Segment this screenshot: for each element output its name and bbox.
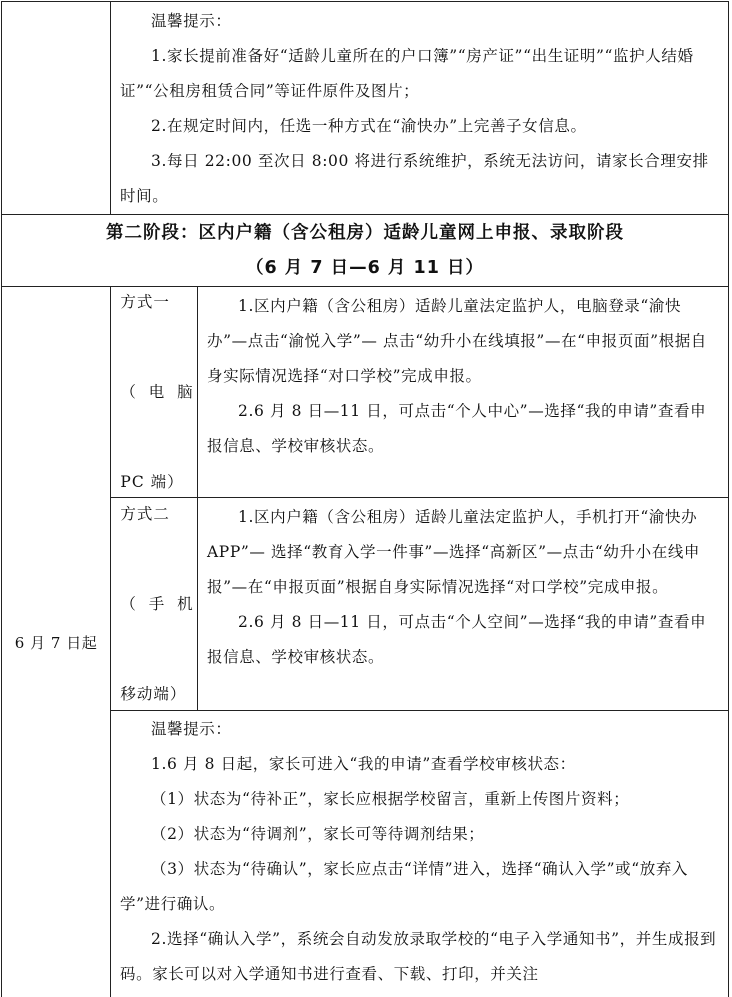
bottom-tips-cell xyxy=(120,712,720,992)
method1-step-2: 2.6 月 8 日—11 日，可点击“个人中心”—选择“我的申请”查看申报信息、学校审核状态。 xyxy=(207,402,707,455)
table-rule xyxy=(110,710,729,711)
bottom-tip-status-1: （1）状态为“待补正”，家长应根据学校留言，重新上传图片资料； xyxy=(151,790,630,808)
method1-label-line1: 方式一 xyxy=(120,293,170,311)
table-rule xyxy=(1,214,729,215)
table-rule xyxy=(110,1,111,214)
method2-label-line2: （ 手 机 xyxy=(120,595,194,613)
stage-heading xyxy=(2,216,728,286)
method1-steps-cell xyxy=(207,289,721,464)
bottom-tips-title: 温馨提示： xyxy=(151,720,232,738)
bottom-tip-2: 2.选择“确认入学”，系统会自动发放录取学校的“电子入学通知书”，并生成报到码。家长可以对入学通知书进行查看、下载、打印，并关注 xyxy=(120,930,717,983)
method2-step-1: 1.区内户籍（含公租房）适龄儿童法定监护人，手机打开“渝快办 APP”— 选择“教育入学一件事”—选择“高新区”—点击“幼升小在线申报”—在“申报页面”根据自身实际情况选择“对口学校”完成申报。 xyxy=(207,508,701,596)
stage-title: 第二阶段：区内户籍（含公租房）适龄儿童网上申报、录取阶段 xyxy=(106,223,624,243)
table-rule xyxy=(197,286,198,710)
top-tip-3: 3.每日 22:00 至次日 8:00 将进行系统维护，系统无法访问，请家长合理安排时间。 xyxy=(120,152,709,205)
bottom-tip-status-2: （2）状态为“待调剂”，家长可等待调剂结果； xyxy=(151,825,485,843)
table-rule xyxy=(110,497,729,498)
method2-label-line1: 方式二 xyxy=(120,505,170,523)
method2-steps-cell xyxy=(207,500,721,675)
method2-step-2: 2.6 月 8 日—11 日，可点击“个人空间”—选择“我的申请”查看申报信息、学校审核状态。 xyxy=(207,613,707,666)
bottom-tip-intro: 1.6 月 8 日起，家长可进入“我的申请”查看学校审核状态： xyxy=(151,755,576,773)
top-tip-1: 1.家长提前准备好“适龄儿童所在的户口簿”“房产证”“出生证明”“监护人结婚证”“公租房租赁合同”等证件原件及图片； xyxy=(120,47,694,100)
date-label: 6 月 7 日起 xyxy=(14,633,98,652)
method1-label-line3: PC 端） xyxy=(120,473,184,491)
top-tips-title: 温馨提示： xyxy=(151,12,232,30)
method1-label-line2: （ 电 脑 xyxy=(120,383,194,401)
top-tip-2: 2.在规定时间内，任选一种方式在“渝快办”上完善子女信息。 xyxy=(151,117,587,135)
top-tips-cell xyxy=(120,4,720,214)
method2-label-cell xyxy=(111,498,197,710)
bottom-tip-status-3: （3）状态为“待确认”，家长应点击“详情”进入，选择“确认入学”或“放弃入学”进行确认。 xyxy=(120,860,689,913)
table-rule xyxy=(728,1,729,997)
stage-period: （6 月 7 日—6 月 11 日） xyxy=(246,258,484,278)
date-label-cell xyxy=(2,287,110,997)
method2-label-line3: 移动端） xyxy=(120,685,187,703)
method1-step-1: 1.区内户籍（含公租房）适龄儿童法定监护人，电脑登录“渝快办”—点击“渝悦入学”— 点击“幼升小在线填报”—在“申报页面”根据自身实际情况选择“对口学校”完成申报。 xyxy=(207,297,707,385)
